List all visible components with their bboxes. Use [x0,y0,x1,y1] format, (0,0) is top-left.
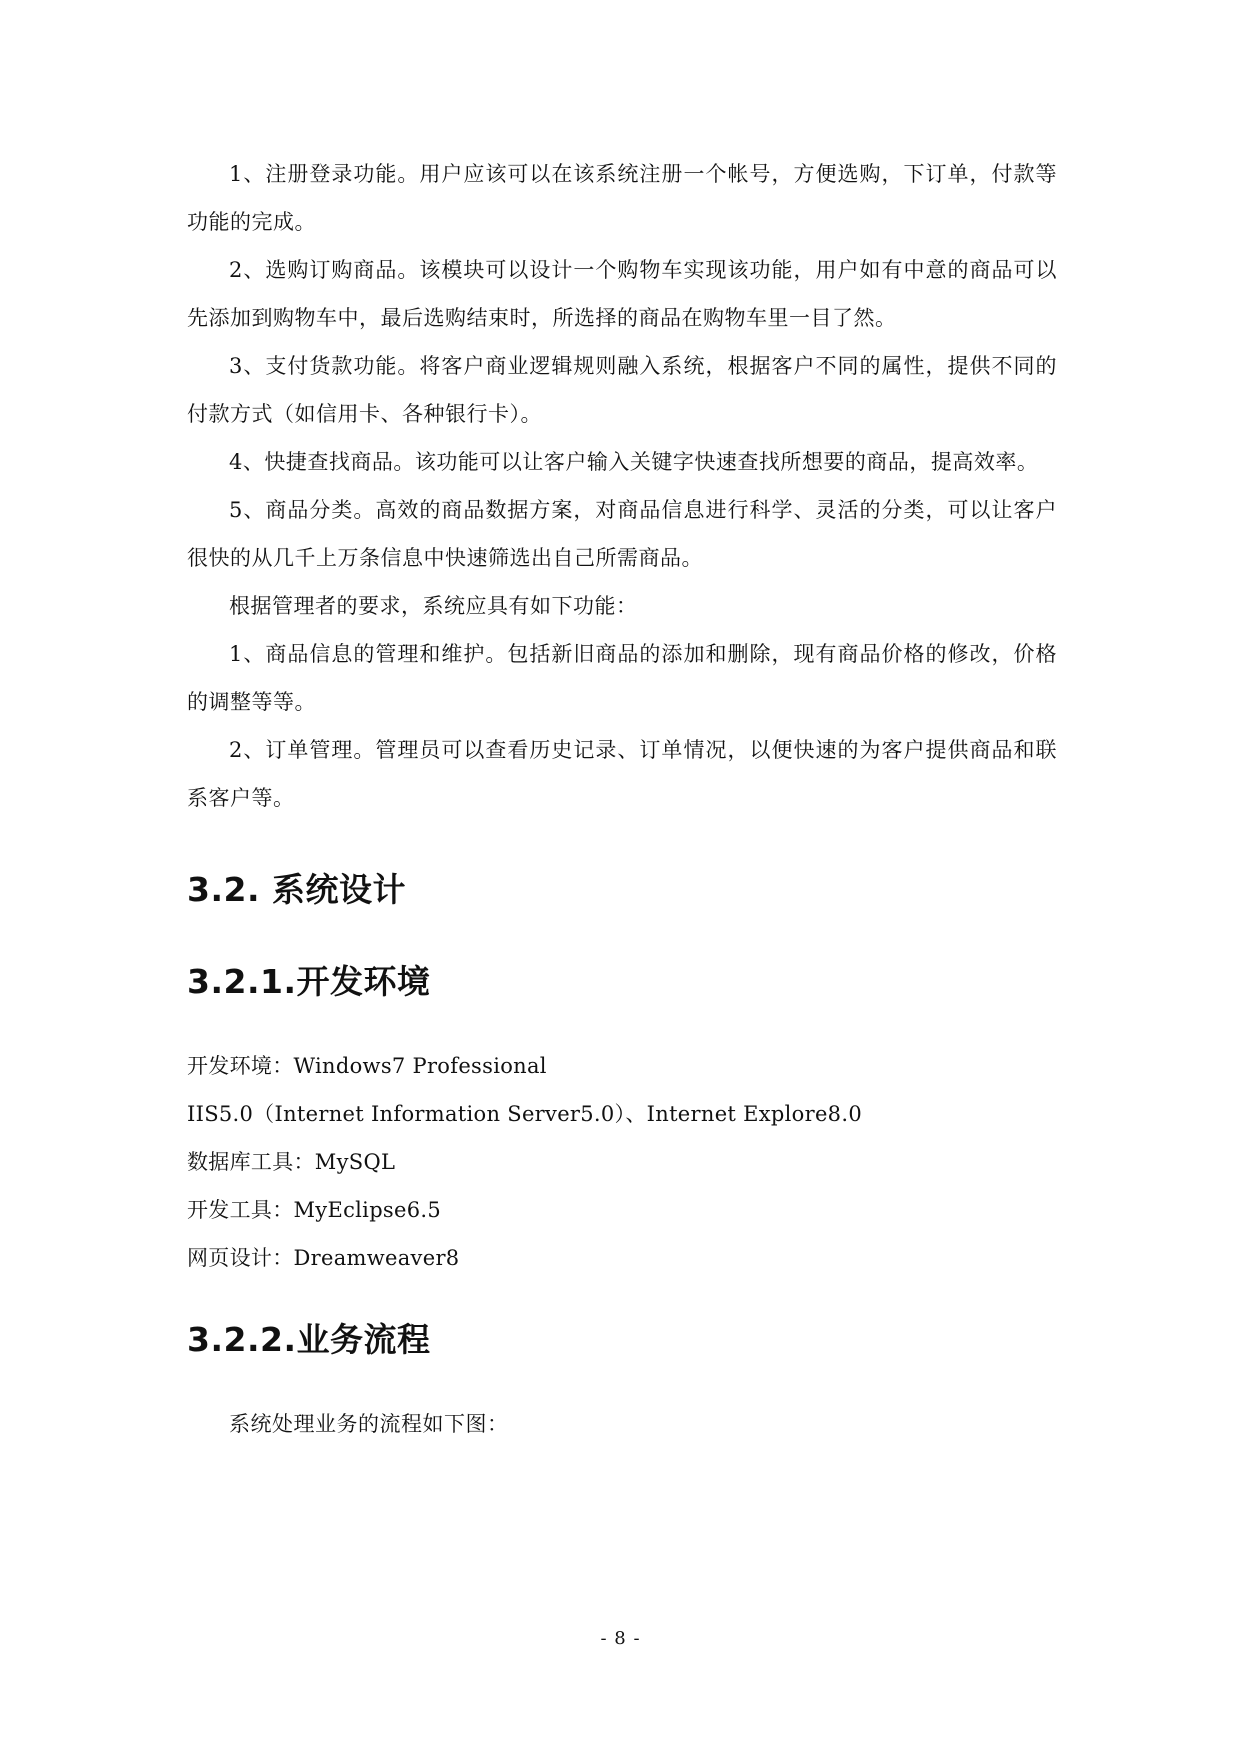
section-heading-3-2 [187,870,1057,910]
subsection-title: 3.2.1.开发环境 [187,962,431,1001]
env-line: 开发环境：Windows7 Professional [187,1054,547,1078]
paragraph: 1、商品信息的管理和维护。包括新旧商品的添加和删除，现有商品价格的修改，价格的调整等等。 [187,642,1057,714]
section-heading-3-2-2 [187,1320,1057,1360]
requirements-list [187,150,1057,822]
paragraph: 系统处理业务的流程如下图： [229,1412,509,1436]
paragraph: 2、选购订购商品。该模块可以设计一个购物车实现该功能，用户如有中意的商品可以先添加到购物车中，最后选购结束时，所选择的商品在购物车里一目了然。 [187,258,1057,330]
paragraph: 3、支付货款功能。将客户商业逻辑规则融入系统，根据客户不同的属性，提供不同的付款方式（如信用卡、各种银行卡）。 [187,354,1057,426]
section-heading-3-2-1 [187,962,1057,1002]
subsection-title: 3.2.2.业务流程 [187,1320,431,1359]
env-line: 开发工具：MyEclipse6.5 [187,1198,442,1222]
env-line: IIS5.0（Internet Information Server5.0）、Internet Explore8.0 [187,1102,862,1126]
paragraph: 4、快捷查找商品。该功能可以让客户输入关键字快速查找所想要的商品，提高效率。 [229,450,1039,474]
env-line: 数据库工具：MySQL [187,1150,396,1174]
page-number: - 8 - [600,1628,641,1649]
dev-environment-list [187,1042,1057,1282]
paragraph: 根据管理者的要求，系统应具有如下功能： [229,594,638,618]
paragraph: 2、订单管理。管理员可以查看历史记录、订单情况，以便快速的为客户提供商品和联系客户等。 [187,738,1057,810]
env-line: 网页设计：Dreamweaver8 [187,1246,460,1270]
business-flow-intro [187,1400,1057,1448]
paragraph: 1、注册登录功能。用户应该可以在该系统注册一个帐号，方便选购，下订单，付款等功能的完成。 [187,162,1057,234]
paragraph: 5、商品分类。高效的商品数据方案，对商品信息进行科学、灵活的分类，可以让客户很快的从几千上万条信息中快速筛选出自己所需商品。 [187,498,1057,570]
section-title: 3.2. 系统设计 [187,870,406,909]
